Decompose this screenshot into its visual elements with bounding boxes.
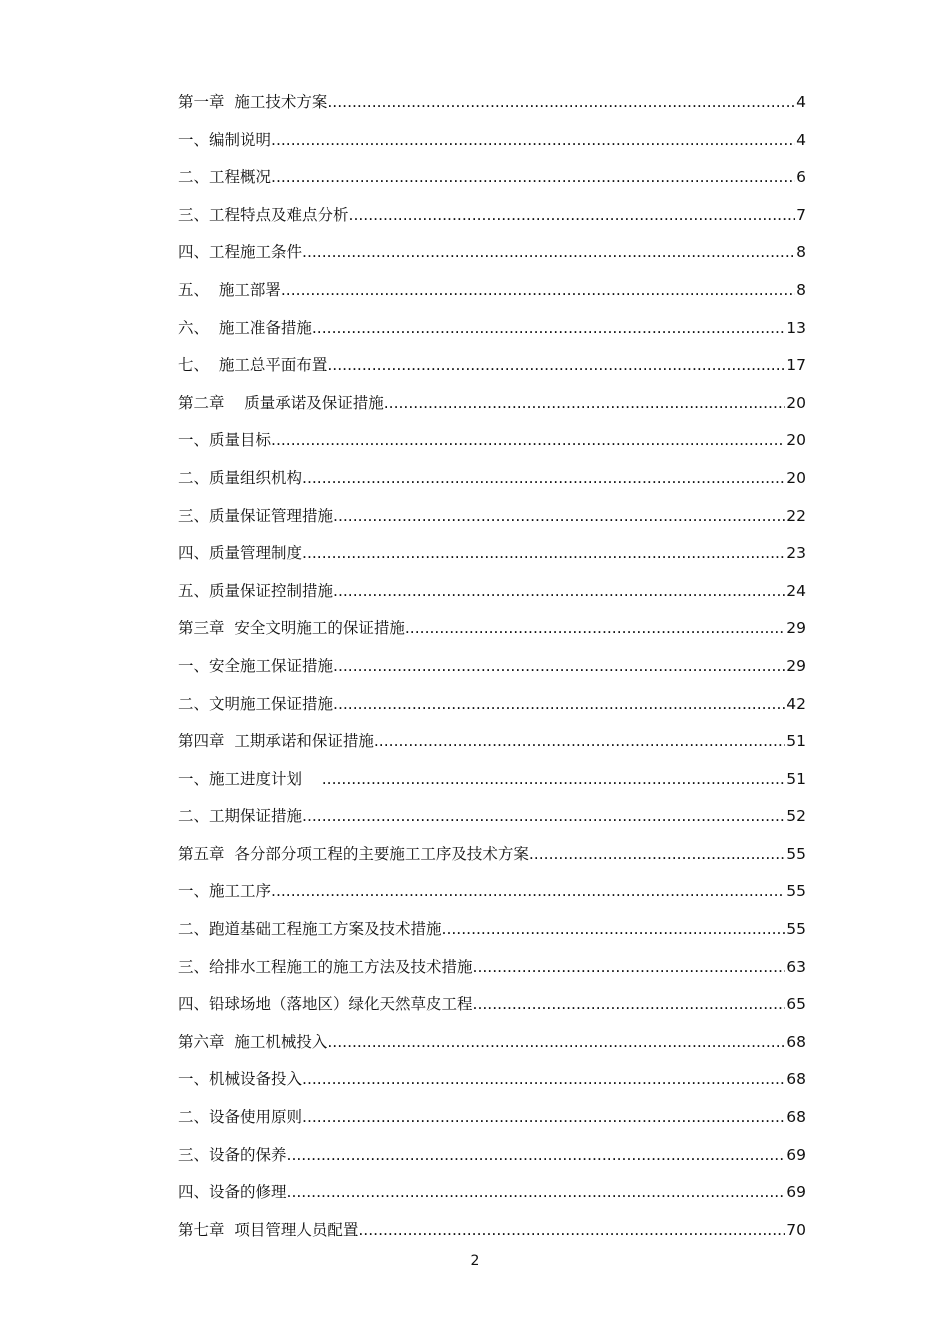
dot-leader: [287, 1179, 786, 1205]
toc-entry-title: 二、设备使用原则: [178, 1108, 303, 1127]
dot-leader: [442, 916, 786, 942]
toc-entry[interactable]: [178, 390, 806, 428]
toc-entry-page-number: 17: [786, 356, 806, 375]
toc-entry-page-number: 51: [786, 732, 806, 751]
toc-entry[interactable]: [178, 277, 806, 315]
toc-entry-title: 第一章 施工技术方案: [178, 93, 328, 111]
toc-entry[interactable]: [178, 540, 806, 578]
dot-leader: [374, 728, 785, 754]
toc-entry-page-number: 42: [786, 694, 806, 713]
toc-entry-page-number: 68: [786, 1032, 806, 1051]
toc-entry-title: 一、施工工序: [178, 882, 272, 901]
toc-entry-page-number: 51: [786, 769, 806, 788]
dot-leader: [302, 1104, 785, 1130]
dot-leader: [271, 427, 785, 453]
toc-entry-page-number: 13: [786, 318, 806, 337]
toc-entry[interactable]: [178, 916, 806, 954]
toc-entry[interactable]: [178, 1104, 806, 1142]
dot-leader: [327, 1029, 785, 1055]
dot-leader: [333, 653, 785, 679]
toc-entry-page-number: 55: [786, 920, 806, 939]
toc-entry[interactable]: [178, 841, 806, 879]
toc-entry-page-number: 4: [796, 130, 806, 149]
toc-entry-page-number: 22: [786, 506, 806, 525]
toc-entry[interactable]: [178, 1066, 806, 1104]
toc-entry[interactable]: [178, 315, 806, 353]
toc-entry[interactable]: [178, 239, 806, 277]
toc-entry-title: 一、施工进度计划: [178, 769, 322, 788]
toc-entry-title: 四、质量管理制度: [178, 544, 303, 563]
toc-entry[interactable]: [178, 991, 806, 1029]
toc-entry-title: 六、 施工准备措施: [178, 318, 312, 337]
toc-entry[interactable]: [178, 202, 806, 240]
toc-entry-page-number: 4: [796, 93, 806, 111]
toc-entry-page-number: 65: [786, 995, 806, 1014]
dot-leader: [287, 1142, 786, 1168]
page-number: 2: [470, 1253, 480, 1269]
toc-entry[interactable]: [178, 578, 806, 616]
dot-leader: [333, 503, 785, 529]
toc-entry-page-number: 69: [786, 1145, 806, 1164]
dot-leader: [312, 315, 785, 341]
toc-entry[interactable]: [178, 728, 806, 766]
toc-entry[interactable]: [178, 803, 806, 841]
table-of-contents: [178, 89, 806, 1254]
toc-entry-title: 第五章 各分部分项工程的主要施工工序及技术方案: [178, 844, 529, 863]
toc-entry[interactable]: [178, 691, 806, 729]
toc-entry-page-number: 23: [786, 544, 806, 563]
toc-entry-page-number: 70: [786, 1220, 806, 1239]
toc-entry-title: 三、质量保证管理措施: [178, 506, 334, 525]
toc-entry-title: 第四章 工期承诺和保证措施: [178, 732, 374, 751]
toc-entry[interactable]: [178, 653, 806, 691]
toc-entry-title: 三、给排水工程施工的施工方法及技术措施: [178, 957, 473, 976]
toc-entry-title: 三、设备的保养: [178, 1145, 287, 1164]
dot-leader: [333, 691, 785, 717]
dot-leader: [327, 89, 795, 115]
toc-entry-page-number: 68: [786, 1070, 806, 1089]
toc-entry-page-number: 20: [786, 393, 806, 412]
toc-entry-page-number: 24: [786, 581, 806, 600]
toc-entry[interactable]: [178, 164, 806, 202]
toc-entry-page-number: 63: [786, 957, 806, 976]
toc-entry-title: 二、工期保证措施: [178, 807, 303, 826]
toc-entry[interactable]: [178, 503, 806, 541]
toc-entry[interactable]: [178, 352, 806, 390]
toc-entry[interactable]: [178, 878, 806, 916]
toc-entry-page-number: 52: [786, 807, 806, 826]
toc-entry[interactable]: [178, 1029, 806, 1067]
toc-entry-page-number: 68: [786, 1108, 806, 1127]
dot-leader: [473, 991, 786, 1017]
dot-leader: [302, 465, 785, 491]
toc-entry-page-number: 69: [786, 1183, 806, 1202]
toc-entry-page-number: 20: [786, 468, 806, 487]
toc-entry-page-number: 6: [796, 168, 806, 187]
toc-entry[interactable]: [178, 89, 806, 127]
dot-leader: [405, 615, 785, 641]
toc-entry[interactable]: [178, 766, 806, 804]
dot-leader: [333, 578, 785, 604]
dot-leader: [271, 164, 795, 190]
toc-entry-title: 二、工程概况: [178, 168, 272, 187]
dot-leader: [529, 841, 785, 867]
toc-entry-title: 七、 施工总平面布置: [178, 356, 328, 375]
dot-leader: [473, 954, 786, 980]
toc-entry-title: 一、安全施工保证措施: [178, 656, 334, 675]
toc-entry-title: 二、跑道基础工程施工方案及技术措施: [178, 920, 442, 939]
toc-entry-page-number: 7: [796, 205, 806, 224]
toc-entry-title: 二、文明施工保证措施: [178, 694, 334, 713]
dot-leader: [271, 127, 795, 153]
dot-leader: [358, 1217, 785, 1243]
toc-entry-page-number: 20: [786, 431, 806, 450]
toc-entry-page-number: 55: [786, 844, 806, 863]
toc-entry[interactable]: [178, 427, 806, 465]
toc-entry-title: 一、机械设备投入: [178, 1070, 303, 1089]
toc-entry[interactable]: [178, 1217, 806, 1255]
toc-entry-page-number: 8: [796, 243, 806, 262]
toc-entry[interactable]: [178, 1179, 806, 1217]
toc-entry-title: 第三章 安全文明施工的保证措施: [178, 619, 405, 638]
toc-entry-title: 第六章 施工机械投入: [178, 1032, 328, 1051]
dot-leader: [322, 766, 786, 792]
toc-entry-title: 四、铅球场地（落地区）绿化天然草皮工程: [178, 995, 473, 1014]
dot-leader: [281, 277, 795, 303]
toc-entry-page-number: 29: [786, 619, 806, 638]
toc-entry[interactable]: [178, 127, 806, 165]
toc-entry-title: 四、工程施工条件: [178, 243, 303, 262]
dot-leader: [302, 803, 785, 829]
toc-entry[interactable]: [178, 465, 806, 503]
toc-entry-page-number: 29: [786, 656, 806, 675]
toc-entry-title: 第七章 项目管理人员配置: [178, 1220, 359, 1239]
toc-entry[interactable]: [178, 954, 806, 992]
toc-entry[interactable]: [178, 615, 806, 653]
dot-leader: [302, 1066, 785, 1092]
toc-entry[interactable]: [178, 1142, 806, 1180]
toc-entry-page-number: 8: [796, 280, 806, 299]
dot-leader: [302, 540, 785, 566]
toc-entry-title: 二、质量组织机构: [178, 468, 303, 487]
dot-leader: [349, 202, 796, 228]
toc-entry-title: 第二章 质量承诺及保证措施: [178, 393, 384, 412]
dot-leader: [384, 390, 786, 416]
dot-leader: [271, 878, 785, 904]
toc-entry-title: 一、编制说明: [178, 130, 272, 149]
dot-leader: [327, 352, 785, 378]
toc-entry-title: 五、 施工部署: [178, 280, 281, 299]
dot-leader: [302, 239, 795, 265]
toc-entry-page-number: 55: [786, 882, 806, 901]
toc-entry-title: 三、工程特点及难点分析: [178, 205, 349, 224]
toc-entry-title: 四、设备的修理: [178, 1183, 287, 1202]
toc-entry-title: 一、质量目标: [178, 431, 272, 450]
toc-entry-title: 五、质量保证控制措施: [178, 581, 334, 600]
